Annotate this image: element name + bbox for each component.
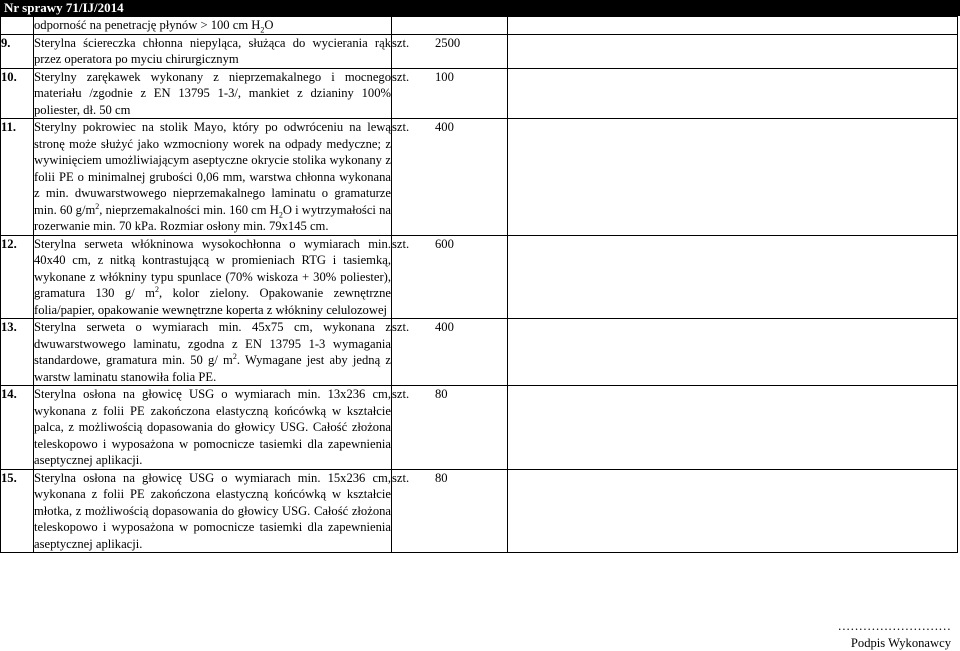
- item-quantity: [392, 319, 508, 386]
- signature-dots: ………………………: [837, 619, 951, 633]
- case-number: Nr sprawy 71/IJ/2014: [4, 0, 124, 15]
- item-number: 9.: [1, 34, 34, 68]
- empty-cell: [508, 68, 958, 119]
- empty-cell: [508, 34, 958, 68]
- item-description: Sterylna osłona na głowicę USG o wymiarach min. 13x236 cm, wykonana z folii PE zakończona elastyczną końcówką w kształcie palca, z możliwością dopasowania do głowicy USG. Całość złożona teleskopowo i wyposażona w pomocnicze tasiemki dla zapewnienia aseptycznej aplikacji.: [34, 387, 391, 467]
- quantity-value: 400: [435, 320, 454, 334]
- quantity-unit: szt.: [392, 35, 410, 50]
- empty-cell: [508, 386, 958, 470]
- quantity-unit: szt.: [392, 387, 410, 401]
- empty-cell: [508, 17, 958, 35]
- item-quantity: [392, 17, 508, 35]
- empty-cell: [508, 235, 958, 319]
- item-description: Sterylna osłona na głowicę USG o wymiarach min. 15x236 cm, wykonana z folii PE zakończona elastyczną końcówką w kształcie młotka, z możliwością dopasowania do głowicy USG. Całość złożona teleskopowo i wyposażona w pomocnicze tasiemki dla zapewnienia aseptycznej aplikacji.: [34, 470, 391, 551]
- item-description: Sterylny pokrowiec na stolik Mayo, który po odwróceniu na lewą stronę może służyć jako wzmocniony worek na odpady medyczne; z wywinięciem umożliwiającym aseptyczne okrycie stolika wykonany z folii PE o minimalnej grubości 0,06 mm, warstwa chłonna wykonana z min. dwuwarstwowego nieprzemakalnego laminatu o gramaturze min. 60 $g/m^2$, nieprzemakalności min. 160 cm $H_2O$ i wytrzymałości na rozerwanie min. 70 kPa. Rozmiar osłony min. 79x145 cm.: [34, 120, 391, 233]
- item-description: Sterylna serweta włókninowa wysokochłonna o wymiarach min. 40x40 cm, z nitką kontrastującą w promieniach RTG i tasiemką, wykonane z włókniny typu spunlace (70% wiskoza + 30% poliester), gramatura 130 g/ $m^2$, kolor zielony. Opakowanie zewnętrzne folia/papier, opakowanie wewnętrzne koperta z włókniny celulozowej: [34, 236, 391, 317]
- item-number: [1, 17, 34, 35]
- item-quantity: [392, 119, 508, 236]
- item-description: Sterylny zarękawek wykonany z nieprzemakalnego i mocnego materiału /zgodnie z EN 13795 1-3/, mankiet z dzianiny 100% poliester, dł. 50 cm: [34, 69, 391, 117]
- item-quantity: [392, 469, 508, 553]
- table-row: [1, 119, 958, 236]
- empty-cell: [508, 469, 958, 553]
- quantity-value: 400: [435, 120, 454, 134]
- table-row: [1, 68, 958, 119]
- table-row: [1, 235, 958, 319]
- quantity-unit: szt.: [392, 236, 410, 251]
- quantity-value: 80: [435, 387, 448, 401]
- quantity-value: 2500: [435, 35, 461, 50]
- quantity-unit: szt.: [392, 120, 410, 134]
- item-description: Sterylna ściereczka chłonna niepyląca, służąca do wycierania rąk przez operatora po myciu chirurgicznym: [34, 35, 391, 66]
- table-row: [1, 34, 958, 68]
- table-row: [1, 469, 958, 553]
- signature-label: Podpis Wykonawcy: [850, 636, 951, 650]
- item-quantity: [392, 386, 508, 470]
- item-number: 15.: [1, 469, 34, 553]
- specification-table: [0, 16, 958, 553]
- quantity-value: 80: [435, 470, 448, 485]
- table-row: [1, 319, 958, 386]
- document-header: [0, 0, 960, 16]
- item-number: 11.: [1, 119, 34, 236]
- empty-cell: [508, 119, 958, 236]
- item-quantity: [392, 34, 508, 68]
- item-number: 13.: [1, 319, 34, 386]
- quantity-unit: szt.: [392, 69, 410, 84]
- quantity-value: 100: [435, 69, 454, 84]
- item-description: odporność na penetrację płynów > 100 cm $H_2O$: [34, 17, 392, 35]
- item-quantity: [392, 68, 508, 119]
- item-quantity: [392, 235, 508, 319]
- empty-cell: [508, 319, 958, 386]
- item-number: 14.: [1, 386, 34, 470]
- item-description: Sterylna serweta o wymiarach min. 45x75 cm, wykonana z dwuwarstwowego laminatu, zgodna z EN 13795 1-3 wymagania standardowe, gramatura min. 50 g/ $m^2$. Wymagane jest aby jedną z warstw laminatu stanowiła folia PE.: [34, 320, 391, 384]
- table-row: [1, 386, 958, 470]
- quantity-unit: szt.: [392, 470, 410, 485]
- item-number: 10.: [1, 68, 34, 119]
- item-number: 12.: [1, 235, 34, 319]
- quantity-unit: szt.: [392, 320, 410, 334]
- table-row: [1, 17, 958, 35]
- quantity-value: 600: [435, 236, 454, 251]
